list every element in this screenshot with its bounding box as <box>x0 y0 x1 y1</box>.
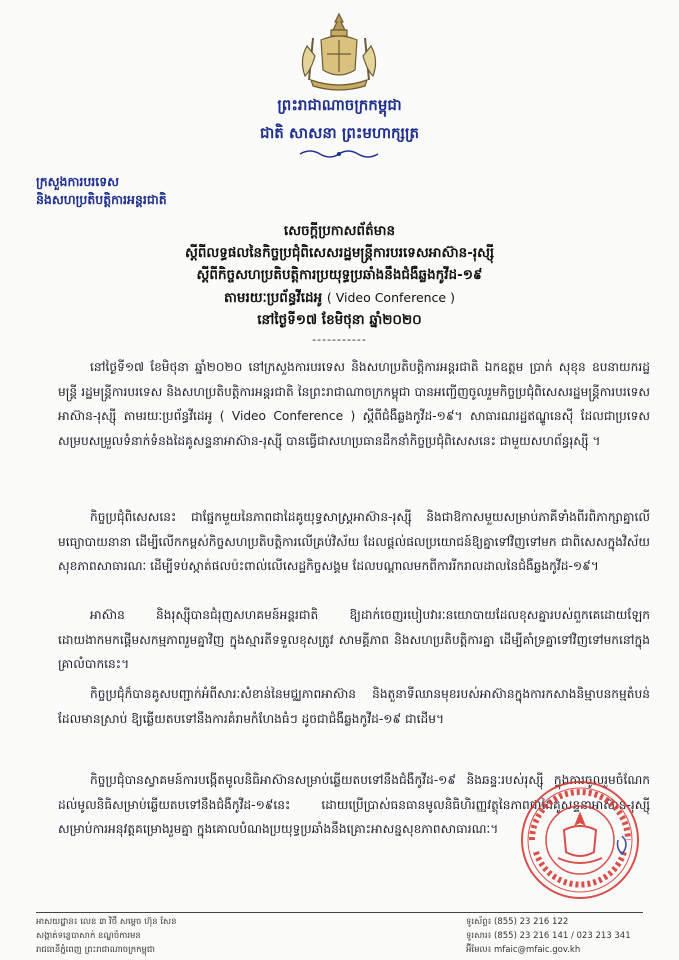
royal-arms-icon <box>291 10 387 96</box>
email-link[interactable]: mfaic@mfaic.gov.kh <box>494 945 581 955</box>
footer-divider <box>36 912 643 913</box>
title-date-line: នៅថ្ងៃទី១៧ ខែមិថុនា ឆ្នាំ២០២០ <box>257 312 422 328</box>
paragraph-text: កិច្ចប្រជុំបានស្វាគមន៍ការបង្កើតមូលនិធិអាស៊ានសម្រាប់ឆ្លើយតបទៅនឹងជំងឺកូវីដ-១៩ និងឆន្ទៈរបស់រុស្ស៊ី ក្នុងការចូលរួមចំណែកដល់មូលនិធិសម្រាប់ឆ្លើយតបទៅនឹងជំងឺកូវីដ-១៩នេះ ដោយប្រើប្រាស់ធនធានមូលនិធិហិរញ្ញវត្ថុនៃភាពជាដៃគូសន្ទនាអាស៊ាន-រុស្ស៊ី សម្រាប់ការអនុវត្តគម្រោងរួមគ្នា ក្នុងគោលបំណងប្រយុទ្ធប្រឆាំងនឹងគ្រោះអាសន្នសុខភាពសាធារណៈ។ <box>58 773 650 836</box>
title-medium-latin: ( Video Conference ) <box>326 290 455 305</box>
title-separator: ----------- <box>312 333 367 346</box>
body-paragraph-3 <box>58 603 650 677</box>
footer-address: អាសយដ្ឋាន៖ លេខ ៣ វិថី សម្តេច ហ៊ុន សែន <box>36 917 177 927</box>
body-paragraph-4 <box>58 682 650 731</box>
body-paragraph-2 <box>58 505 650 579</box>
kingdom-name: ព្រះរាជាណាចក្រកម្ពុជា <box>277 96 402 114</box>
paragraph-text: អាស៊ាន និងរុស្ស៊ីបានជំរុញសហគមន៍អន្តរជាតិ ឱ្យដាក់ចេញរបៀបវារៈនយោបាយដែលខុសគ្នារបស់ពួកគេដោយឡែក ដោយងាកមកផ្តើមសកម្មភាពរួមគ្នាវិញ ក្នុងស្មារតីទទួលខុសត្រូវ សាមគ្គីភាព និងសហប្រតិបត្តិការគ្នា ដើម្បីគាំទ្រគ្នាទៅវិញទៅមកនៅក្នុងគ្រាលំបាកនេះ។ <box>58 608 650 671</box>
document-title: សេចក្តីប្រកាសព័ត៌មាន <box>283 223 396 239</box>
official-seal-icon <box>518 778 642 902</box>
fax-label: ទូរសារ៖ <box>466 931 492 941</box>
title-medium-khmer: តាមរយៈប្រព័ន្ធវីដេអូ <box>224 290 323 306</box>
footer-fax <box>466 931 631 943</box>
footer-email <box>466 945 580 957</box>
footer-phone <box>466 917 568 929</box>
paragraph-text: កិច្ចប្រជុំពិសេសនេះ ជាផ្នែកមួយនៃភាពជាដៃគូយុទ្ធសាស្ត្រអាស៊ាន-រុស្ស៊ី និងជាឱកាសមួយសម្រាប់ភាគីទាំងពីរពិភាក្សាគ្នាលើមធ្យោបាយនានា ដើម្បីលើកកម្ពស់កិច្ចសហប្រតិបត្តិការលើគ្រប់វិស័យ ដែលផ្តល់ផលប្រយោជន៍ឱ្យគ្នាទៅវិញទៅមក ជាពិសេសក្នុងវិស័យសុខភាពសាធារណៈ ដើម្បីទប់ស្កាត់ផលប៉ះពាល់លើសេដ្ឋកិច្ចសង្គម ដែលបណ្តាលមកពីការរីករាលដាលនៃជំងឺឆ្លងកូវីដ-១៩។ <box>58 510 650 573</box>
ornament-divider-icon <box>298 148 380 160</box>
title-medium-line <box>0 289 679 309</box>
ministry-name-line1: ក្រសួងការបរទេស <box>36 174 120 189</box>
national-motto: ជាតិ សាសនា ព្រះមហាក្សត្រ <box>260 124 419 142</box>
email-label: អ៊ីមែល៖ <box>466 945 492 955</box>
footer-district: សង្កាត់ទន្លេបាសាក់ ខណ្ឌចំការមន <box>36 931 141 941</box>
footer-city: រាជធានីភ្នំពេញ ព្រះរាជាណាចក្រកម្ពុជា <box>36 945 155 955</box>
fax-number: (855) 23 216 141 / 023 213 341 <box>494 931 631 941</box>
paragraph-text: នៅថ្ងៃទី១៧ ខែមិថុនា ឆ្នាំ២០២០ នៅក្រសួងការបរទេស និងសហប្រតិបត្តិការអន្តរជាតិ ឯកឧត្តម ប្រាក់ សុខុន ឧបនាយករដ្ឋមន្ត្រី រដ្ឋមន្ត្រីការបរទេស និងសហប្រតិបត្តិការអន្តរជាតិ នៃព្រះរាជាណាចក្រកម្ពុជា បានអញ្ជើញចូលរួមកិច្ចប្រជុំពិសេសរដ្ឋមន្ត្រីការបរទេសអាស៊ាន-រុស្ស៊ី តាមរយៈប្រព័ន្ធវីដេអូ ( Video Conference ) ស្តីពីជំងឺឆ្លងកូវីដ-១៩។ សាធារណរដ្ឋឥណ្ឌូនេស៊ី ដែលជាប្រទេសសម្របសម្រួលទំនាក់ទំនងដៃគូសន្ទនាអាស៊ាន-រុស្ស៊ី បានធ្វើជាសហប្រធានដឹកនាំកិច្ចប្រជុំពិសេសនេះ ជាមួយសហព័ន្ធរុស្ស៊ី ។ <box>58 360 650 448</box>
phone-number: (855) 23 216 122 <box>494 917 569 927</box>
body-paragraph-1 <box>58 355 650 453</box>
phone-label: ទូរស័ព្ទ៖ <box>466 917 492 927</box>
title-subject-line: ស្តីពីលទ្ធផលនៃកិច្ចប្រជុំពិសេសរដ្ឋមន្ត្រីការបរទេសអាស៊ាន-រុស្ស៊ី <box>184 245 495 261</box>
ministry-name-line2: និងសហប្រតិបត្តិការអន្តរជាតិ <box>36 192 167 207</box>
paragraph-text: កិច្ចប្រជុំក៏បានគូសបញ្ជាក់អំពីសារៈសំខាន់នៃមជ្ឈភាពអាស៊ាន និងតួនាទីឈានមុខរបស់អាស៊ានក្នុងការកសាងនិម្មាបនកម្មតំបន់ដែលមានស្រាប់ ឱ្យឆ្លើយតបទៅនឹងការគំរាមកំហែងធំៗ ដូចជាជំងឺឆ្លងកូវីដ-១៩ ជាដើម។ <box>58 687 650 726</box>
title-topic-line: ស្តីពីកិច្ចសហប្រតិបត្តិការប្រយុទ្ធប្រឆាំងនឹងជំងឺឆ្លងកូវីដ-១៩ <box>196 267 483 283</box>
